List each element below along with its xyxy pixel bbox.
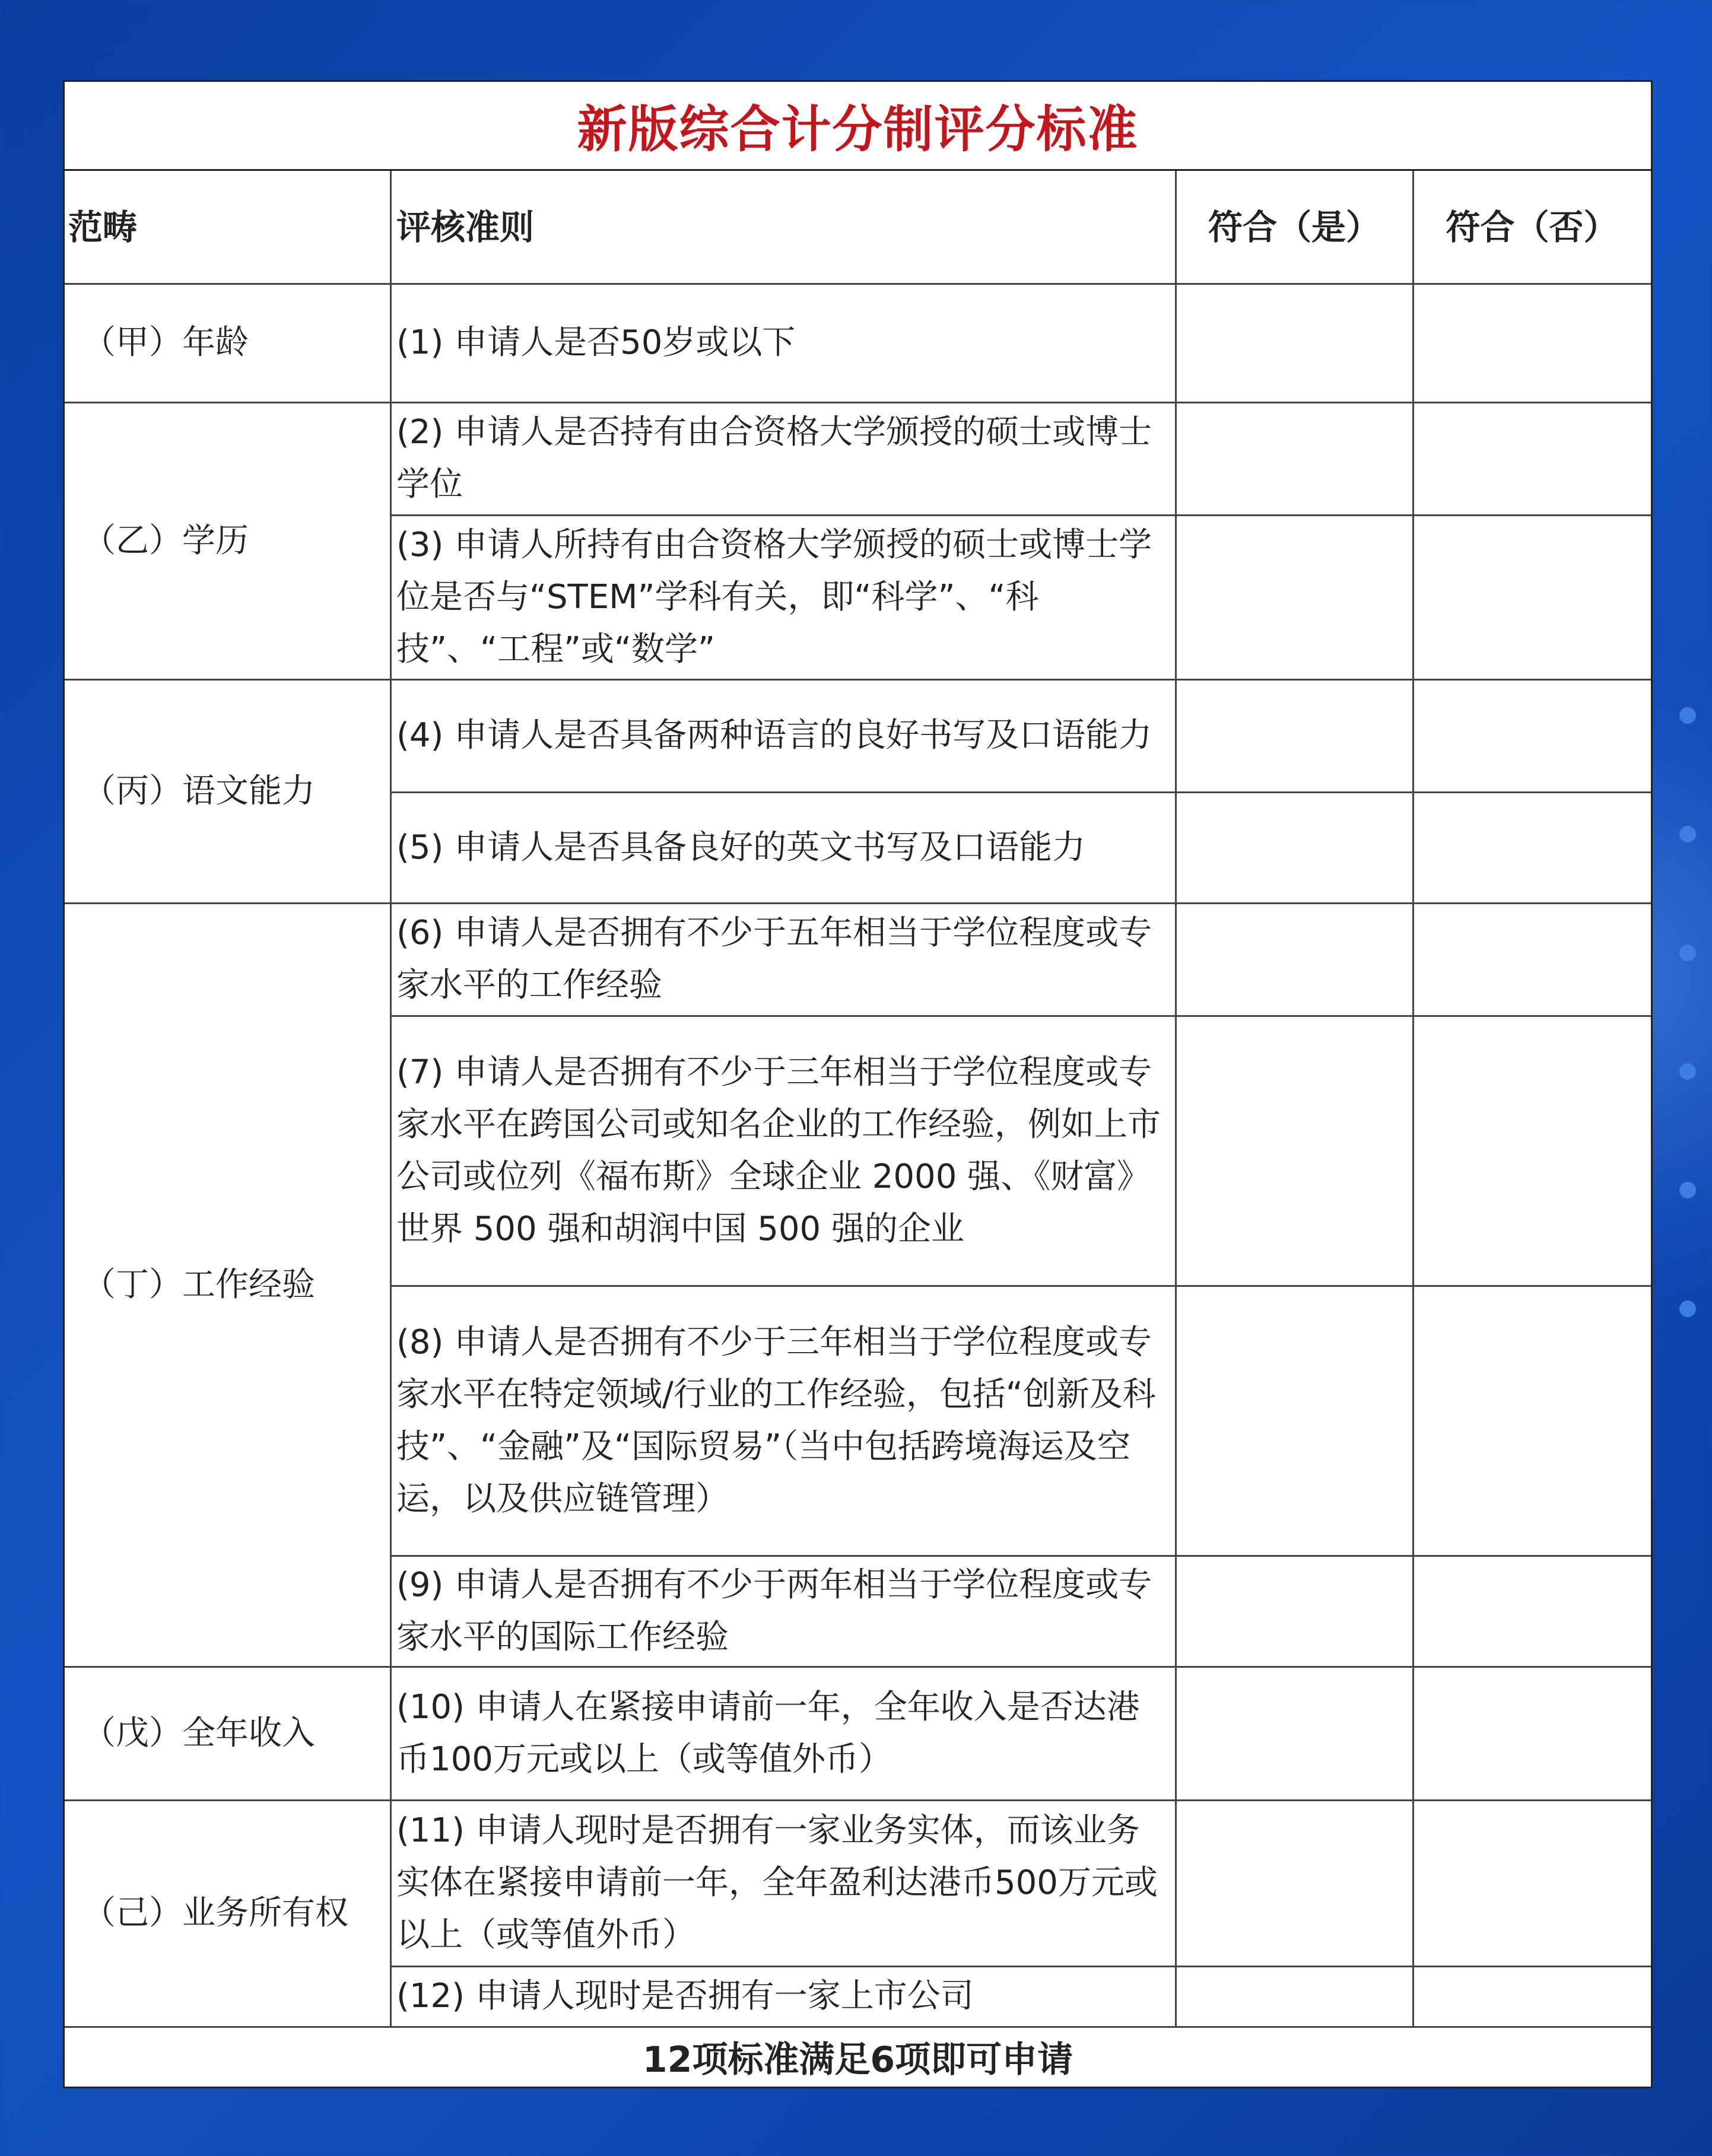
row-divider	[390, 1015, 1651, 1017]
criterion-6: (6) 申请人是否拥有不少于五年相当于学位程度或专家水平的工作经验	[396, 914, 1152, 1004]
decorative-dot	[1679, 945, 1696, 961]
criterion-11: (11) 申请人现时是否拥有一家业务实体，而该业务实体在紧接申请前一年，全年盈利达港币500万元或以上（或等值外币）	[396, 1811, 1158, 1954]
category-language: （丙）语文能力	[82, 771, 315, 810]
row-divider	[390, 514, 1651, 516]
header-yes: 符合（是）	[1208, 207, 1380, 247]
category-age: （甲）年龄	[82, 323, 249, 362]
table-footer: 12项标准满足6项即可申请	[642, 2039, 1073, 2081]
criterion-8: (8) 申请人是否拥有不少于三年相当于学位程度或专家水平在特定领域/行业的工作经验，包括“创新及科技”、“金融”及“国际贸易”（当中包括跨境海运及空运，以及供应链管理）	[396, 1322, 1156, 1518]
page-title: 新版综合计分制评分标准	[65, 82, 1651, 171]
category-education: （乙）学历	[82, 521, 249, 560]
header-no: 符合（否）	[1446, 207, 1618, 247]
row-divider	[390, 1555, 1651, 1557]
criterion-7: (7) 申请人是否拥有不少于三年相当于学位程度或专家水平在跨国公司或知名企业的工作经验，例如上市公司或位列《福布斯》全球企业 2000 强、《财富》世界 500 强和胡润中国 500 强的企业	[396, 1052, 1161, 1248]
criterion-12: (12) 申请人现时是否拥有一家上市公司	[396, 1977, 974, 2015]
row-divider	[390, 1966, 1651, 1967]
column-divider	[1412, 171, 1414, 2027]
header-criteria: 评核准则	[396, 207, 535, 247]
column-divider	[390, 171, 392, 2027]
header-category: 范畴	[68, 207, 138, 247]
column-divider	[1175, 171, 1177, 2027]
decorative-dot	[1679, 707, 1696, 724]
category-income: （戊）全年收入	[82, 1713, 315, 1753]
criterion-2: (2) 申请人是否持有由合资格大学颁授的硕士或博士学位	[396, 413, 1152, 504]
criterion-3: (3) 申请人所持有由合资格大学颁授的硕士或博士学位是否与“STEM”学科有关，即“科学”、“科技”、“工程”或“数学”	[396, 525, 1152, 669]
decorative-dot	[1679, 1300, 1696, 1317]
decorative-dot	[1679, 1182, 1696, 1198]
row-divider	[390, 791, 1651, 793]
category-business-ownership: （己）业务所有权	[82, 1894, 348, 1932]
row-divider	[390, 1285, 1651, 1287]
criterion-10: (10) 申请人在紧接申请前一年，全年收入是否达港币100万元或以上（或等值外币）	[396, 1687, 1140, 1779]
category-work-experience: （丁）工作经验	[82, 1265, 315, 1304]
criterion-5: (5) 申请人是否具备良好的英文书写及口语能力	[396, 828, 1086, 867]
criterion-4: (4) 申请人是否具备两种语言的良好书写及口语能力	[396, 716, 1152, 755]
scoring-table	[63, 80, 1653, 2088]
criterion-9: (9) 申请人是否拥有不少于两年相当于学位程度或专家水平的国际工作经验	[396, 1565, 1152, 1656]
decorative-dot	[1679, 826, 1696, 842]
criterion-1: (1) 申请人是否50岁或以下	[396, 323, 796, 362]
decorative-dot	[1679, 1063, 1696, 1080]
